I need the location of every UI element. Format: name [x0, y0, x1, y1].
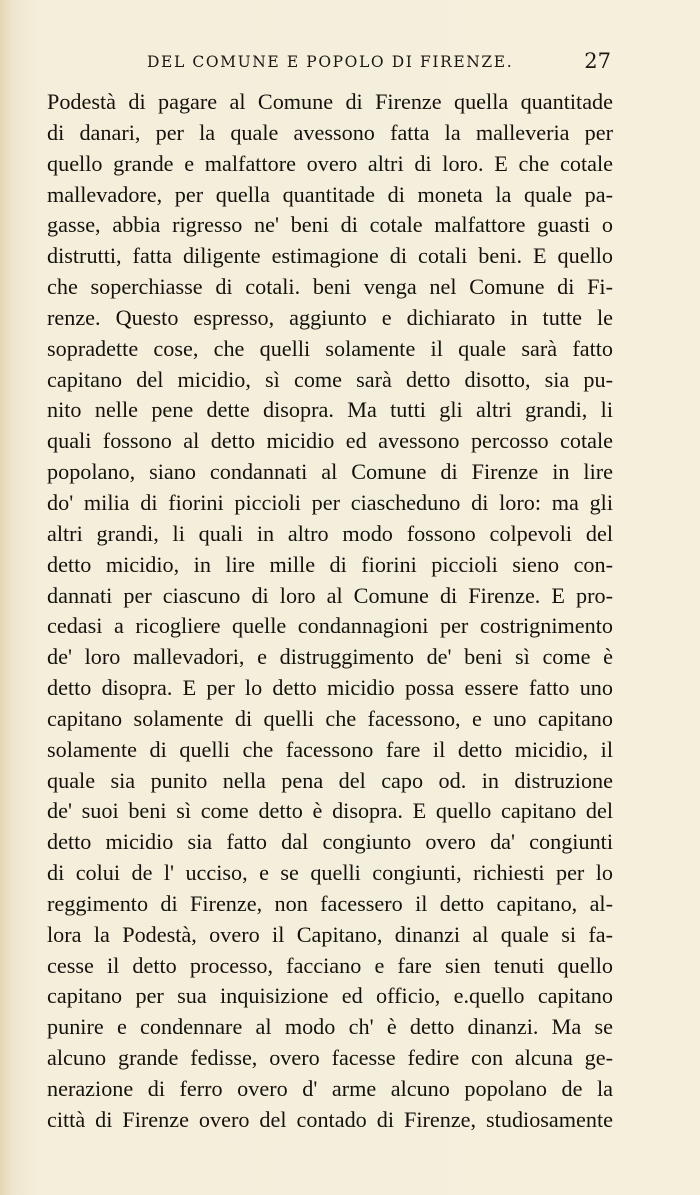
- text-line: de' suoi beni sì come detto è disopra. E quello capitano del: [47, 798, 613, 824]
- text-line: distrutti, fatta diligente estimagione di cotali beni. E quello: [47, 243, 613, 269]
- text-line: alcuno grande fedisse, overo facesse fedire con alcuna ge-: [47, 1045, 613, 1071]
- text-line: che soperchiasse di cotali. beni venga nel Comune di Fi-: [47, 274, 613, 300]
- text-line: renze. Questo espresso, aggiunto e dichiarato in tutte le: [47, 304, 613, 330]
- text-line: cesse il detto processo, facciano e fare sien tenuti quello: [47, 952, 613, 978]
- text-line: reggimento di Firenze, non facessero il detto capitano, al-: [47, 890, 613, 916]
- page-header: [47, 49, 611, 77]
- text-line: nito nelle pene dette disopra. Ma tutti gli altri grandi, li: [47, 397, 613, 423]
- text-line: cedasi a ricogliere quelle condannagioni per costrignimento: [47, 613, 613, 639]
- text-line: punire e condennare al modo ch' è detto dinanzi. Ma se: [47, 1014, 613, 1040]
- text-line: sopradette cose, che quelli solamente il quale sarà fatto: [47, 335, 613, 361]
- page-number: 27: [584, 49, 611, 73]
- text-line: di colui de l' ucciso, e se quelli congiunti, richiesti per lo: [47, 860, 613, 886]
- text-line: quello grande e malfattore overo altri di loro. E che cotale: [47, 150, 613, 176]
- text-line: quali fossono al detto micidio ed avessono percosso cotale: [47, 428, 613, 454]
- text-line: popolano, siano condannati al Comune di Firenze in lire: [47, 459, 613, 485]
- text-line: de' loro mallevadori, e distruggimento de' beni sì come è: [47, 644, 613, 670]
- text-line: solamente di quelli che facessono fare il detto micidio, il: [47, 736, 613, 762]
- text-line: lora la Podestà, overo il Capitano, dinanzi al quale si fa-: [47, 921, 613, 947]
- text-line: di danari, per la quale avessono fatta la malleveria per: [47, 119, 613, 145]
- text-line: città di Firenze overo del contado di Firenze, studiosamente: [47, 1106, 613, 1132]
- running-title: DEL COMUNE E POPOLO DI FIRENZE.: [147, 53, 514, 71]
- text-line: altri grandi, li quali in altro modo fossono colpevoli del: [47, 520, 613, 546]
- text-line: nerazione di ferro overo d' arme alcuno popolano de la: [47, 1076, 613, 1101]
- text-line: detto disopra. E per lo detto micidio possa essere fatto uno: [47, 675, 613, 701]
- text-line: capitano per sua inquisizione ed officio, e.quello capitano: [47, 983, 613, 1009]
- text-line: gasse, abbia rigresso ne' beni di cotale malfattore guasti o: [47, 212, 613, 238]
- body-text: [47, 87, 613, 1136]
- text-line: capitano del micidio, sì come sarà detto disotto, sia pu-: [47, 366, 613, 392]
- text-line: detto micidio sia fatto dal congiunto overo da' congiunti: [47, 829, 613, 855]
- text-line: quale sia punito nella pena del capo od. in distruzione: [47, 767, 613, 793]
- text-line: mallevadore, per quella quantitade di moneta la quale pa-: [47, 181, 613, 207]
- text-line: detto micidio, in lire mille di fiorini piccioli sieno con-: [47, 551, 613, 577]
- text-line: Podestà di pagare al Comune di Firenze quella quantitade: [47, 89, 613, 114]
- text-line: do' milia di fiorini piccioli per ciascheduno di loro: ma gli: [47, 489, 613, 515]
- text-line: dannati per ciascuno di loro al Comune di Firenze. E pro-: [47, 582, 613, 608]
- text-line: capitano solamente di quelli che facessono, e uno capitano: [47, 705, 613, 731]
